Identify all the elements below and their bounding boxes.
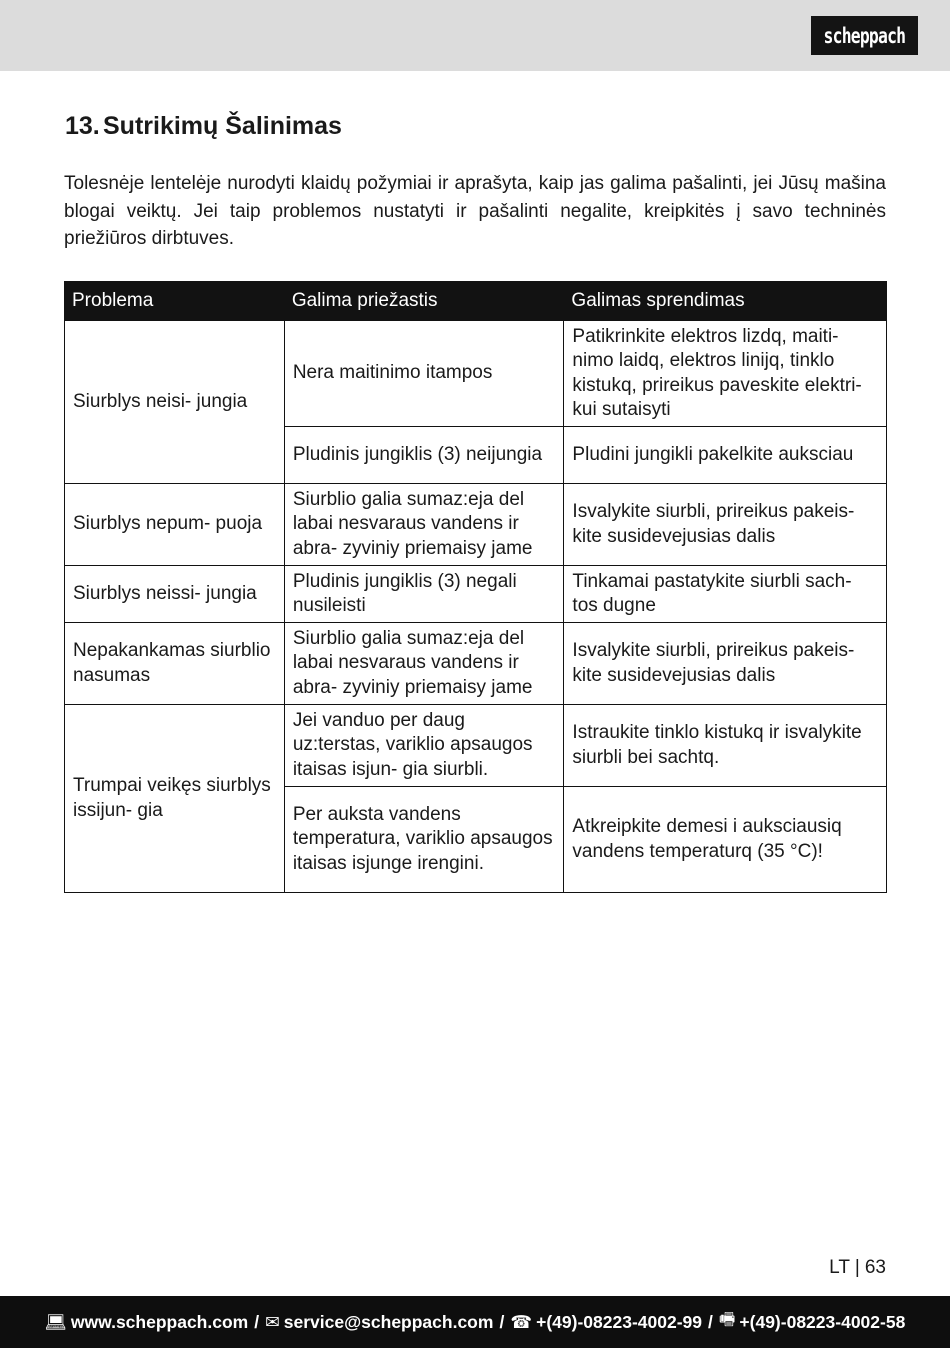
problem-cell: Trumpai veikęs siurblys issijun- gia (65, 705, 285, 893)
table-row (65, 566, 887, 623)
footer-separator: / (499, 1311, 505, 1332)
cause-cell: Nera maitinimo itampos (284, 321, 564, 427)
footer-phone: +(49)-08223-4002-99 (536, 1311, 703, 1332)
solution-cell: Pludini jungikli pakelkite auksciau (564, 427, 887, 484)
fax-icon: 🖷︎ (718, 1309, 736, 1329)
header-cause: Galima priežastis (284, 282, 564, 321)
solution-cell: Tinkamai pastatykite siurbli sach- tos dugne (564, 566, 887, 623)
solution-cell: Patikrinkite elektros lizdq, maiti- nimo laidq, elektros linijq, tinklo kistukq, prireikus paveskite elektri- kui sutaisyti (564, 321, 887, 427)
cause-cell: Pludinis jungiklis (3) negali nusileisti (284, 566, 564, 623)
computer-icon: 💻︎ (44, 1311, 67, 1332)
table-row (65, 705, 887, 787)
table-row (65, 484, 887, 566)
intro-paragraph: Tolesnėje lentelėje nurodyti klaidų požymiai ir aprašyta, kaip jas galima pašalinti, jei Jūsų mašina blogai veiktų. Jei taip problemos nustatyti ir pašalinti negalite, kreipkitės į savo techninės priežiūros dirbtuves. (64, 173, 886, 249)
section-title: Sutrikimų Šalinimas (103, 112, 342, 140)
table-row (65, 321, 887, 427)
footer-bar (0, 1296, 950, 1348)
section-heading (65, 109, 342, 143)
language-code: LT (829, 1257, 850, 1278)
phone-icon: ☎︎ (510, 1311, 533, 1332)
problem-cell: Siurblys neisi- jungia (65, 321, 285, 484)
cause-cell: Siurblio galia sumaz:eja del labai nesvaraus vandens ir abra- zyviniy priemaisy jame (284, 484, 564, 566)
problem-cell: Nepakankamas siurblio nasumas (65, 623, 285, 705)
cause-cell: Per auksta vandens temperatura, variklio apsaugos itaisas isjunge irengini. (284, 787, 564, 893)
header-problem: Problema (65, 282, 285, 321)
page-separator: | (854, 1257, 860, 1278)
cause-cell: Pludinis jungiklis (3) neijungia (284, 427, 564, 484)
table-row (65, 623, 887, 705)
section-number: 13. (65, 112, 100, 140)
problem-cell: Siurblys neissi- jungia (65, 566, 285, 623)
footer-email[interactable]: service@scheppach.com (283, 1311, 494, 1332)
solution-cell: Istraukite tinklo kistukq ir isvalykite siurbli bei sachtq. (564, 705, 887, 787)
footer-website[interactable]: www.scheppach.com (70, 1311, 249, 1332)
solution-cell: Atkreipkite demesi i auksciausiq vandens temperaturq (35 °C)! (564, 787, 887, 893)
footer-separator: / (708, 1311, 713, 1332)
table-header-row (65, 282, 887, 321)
header-solution: Galimas sprendimas (564, 282, 887, 321)
footer-separator: / (254, 1311, 260, 1332)
page-number-value: 63 (864, 1257, 886, 1278)
solution-cell: Isvalykite siurbli, prireikus pakeis- kite susidevejusias dalis (564, 484, 887, 566)
cause-cell: Siurblio galia sumaz:eja del labai nesvaraus vandens ir abra- zyviniy priemaisy jame (284, 623, 564, 705)
cause-cell: Jei vanduo per daug uz:terstas, variklio apsaugos itaisas isjun- gia siurbli. (284, 705, 564, 787)
footer-fax: +(49)-08223-4002-58 (739, 1311, 906, 1332)
mail-icon: ✉︎ (265, 1311, 280, 1332)
scheppach-logo: scheppach (811, 16, 918, 55)
page-number (829, 1256, 886, 1280)
header-bar (0, 0, 950, 71)
solution-cell: Isvalykite siurbli, prireikus pakeis- kite susidevejusias dalis (564, 623, 887, 705)
troubleshooting-table (64, 281, 887, 893)
problem-cell: Siurblys nepum- puoja (65, 484, 285, 566)
